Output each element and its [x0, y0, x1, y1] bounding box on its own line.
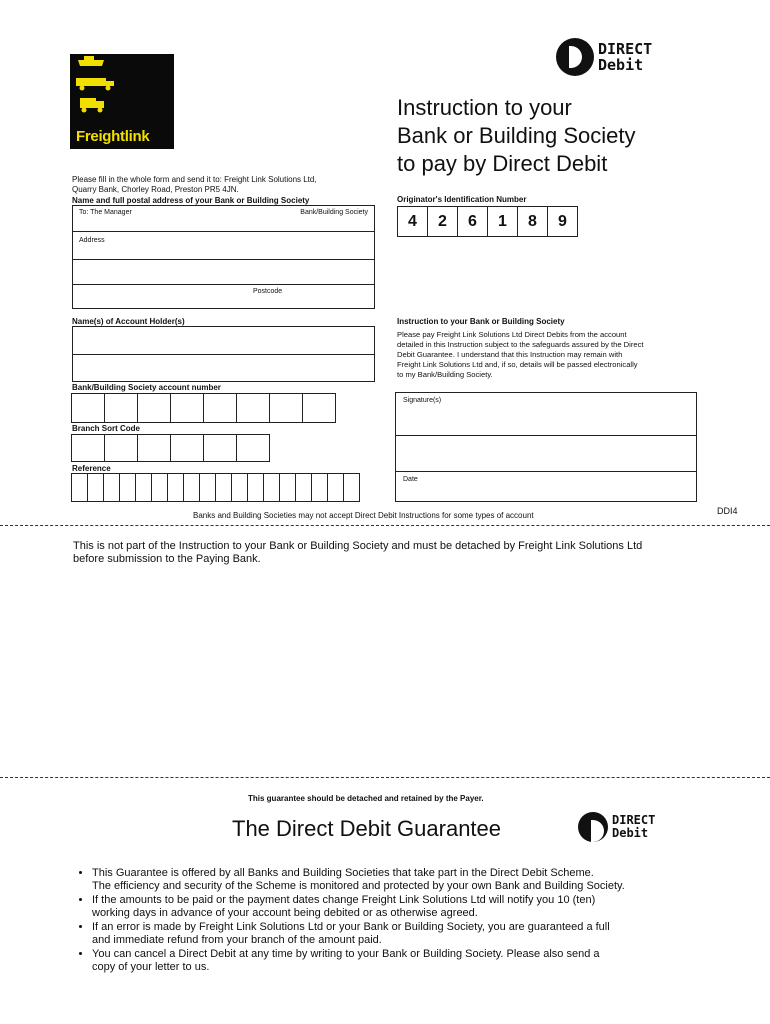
dd-logo-line2: Debit: [598, 56, 644, 74]
originator-digits: [398, 206, 578, 237]
account-number-cell[interactable]: [302, 393, 336, 423]
signature-date-box[interactable]: [395, 392, 697, 502]
postcode-label: Postcode: [253, 288, 283, 295]
reference-cell[interactable]: [215, 473, 232, 502]
guarantee-item-line: • This Guarantee is offered by all Banks and Building Societies that take part in the Direct Debit Scheme.: [92, 867, 594, 879]
originator-digit: 1: [487, 206, 518, 237]
originator-digit: 8: [517, 206, 548, 237]
sort-code-label: Branch Sort Code: [72, 424, 141, 433]
guarantee-item-line: • You can cancel a Direct Debit at any time by writing to your Bank or Building Society. Please also send a: [92, 948, 600, 960]
guarantee-item-line: working days in advance of your account being debited or as otherwise agreed.: [92, 906, 478, 919]
account-number-cell[interactable]: [104, 393, 138, 423]
title-line2: Bank or Building Society: [397, 123, 636, 148]
detach-line-bottom: [0, 777, 770, 778]
title-line1: Instruction to your: [397, 95, 572, 120]
footer-note: Banks and Building Societies may not accept Direct Debit Instructions for some types of account: [193, 511, 534, 520]
guarantee-detach-label: This guarantee should be detached and retained by the Payer.: [248, 794, 484, 803]
originator-digit: 2: [427, 206, 458, 237]
holders-box[interactable]: [72, 326, 375, 382]
guarantee-item: [92, 894, 716, 919]
page-title: [397, 94, 635, 178]
instruction-label: Instruction to your Bank or Building Society: [397, 317, 565, 326]
reference-cell[interactable]: [343, 473, 360, 502]
guarantee-title: The Direct Debit Guarantee: [232, 816, 502, 841]
account-number-label: Bank/Building Society account number: [72, 383, 221, 392]
direct-debit-logo: [556, 38, 652, 76]
guarantee-item-line: copy of your letter to us.: [92, 960, 210, 973]
dd-logo-line1: DIRECT: [598, 40, 653, 58]
dd-logo-line2: Debit: [612, 826, 649, 840]
detach-line-top: [0, 525, 770, 526]
direct-debit-icon: [556, 38, 594, 76]
instruction-line: Debit Guarantee. I understand that this Instruction may remain with: [397, 350, 623, 359]
freightlink-brand: Freightlink: [76, 128, 150, 145]
reference-cell[interactable]: [119, 473, 136, 502]
dd-logo-line1: DIRECT: [612, 813, 656, 827]
title-line3: to pay by Direct Debit: [397, 151, 608, 176]
guarantee-item: [92, 921, 716, 946]
originator-digit: 9: [547, 206, 578, 237]
instruction-line: Please pay Freight Link Solutions Ltd Direct Debits from the account: [397, 330, 627, 339]
originator-digit: 4: [397, 206, 428, 237]
reference-cell[interactable]: [263, 473, 280, 502]
bank-address-box[interactable]: [72, 205, 375, 309]
guarantee-item-line: and immediate refund from your branch of the amount paid.: [92, 933, 382, 946]
reference-cell[interactable]: [295, 473, 312, 502]
guarantee-item: [92, 867, 716, 892]
account-number-cell[interactable]: [137, 393, 171, 423]
guarantee-item: [92, 948, 716, 973]
address-label: Address: [79, 237, 105, 244]
to-manager-label: To: The Manager: [79, 209, 132, 216]
reference-boxes[interactable]: [72, 473, 360, 502]
account-number-cell[interactable]: [203, 393, 237, 423]
detach-note-line1: This is not part of the Instruction to your Bank or Building Society and must be detached by Freight Link Solutions Ltd: [73, 540, 643, 552]
sort-code-cell[interactable]: [203, 434, 237, 462]
reference-cell[interactable]: [71, 473, 88, 502]
reference-cell[interactable]: [103, 473, 120, 502]
sort-code-cell[interactable]: [137, 434, 171, 462]
guarantee-item-line: • If an error is made by Freight Link Solutions Ltd or your Bank or Building Society, you are guaranteed a full: [92, 921, 610, 933]
guarantee-list: [76, 867, 716, 975]
reference-cell[interactable]: [151, 473, 168, 502]
account-number-boxes[interactable]: [72, 393, 336, 423]
reference-label: Reference: [72, 464, 111, 473]
reference-cell[interactable]: [87, 473, 104, 502]
reference-cell[interactable]: [183, 473, 200, 502]
reference-cell[interactable]: [199, 473, 216, 502]
sort-code-cell[interactable]: [170, 434, 204, 462]
direct-debit-icon: [578, 812, 608, 842]
form-code: DDI4: [717, 506, 738, 516]
send-to-line2: Quarry Bank, Chorley Road, Preston PR5 4JN.: [72, 185, 239, 194]
bank-society-label: Bank/Building Society: [300, 209, 368, 216]
reference-cell[interactable]: [327, 473, 344, 502]
instruction-line: detailed in this Instruction subject to the safeguards assured by the Direct: [397, 340, 644, 349]
holders-label: Name(s) of Account Holder(s): [72, 317, 185, 326]
reference-cell[interactable]: [247, 473, 264, 502]
sort-code-cell[interactable]: [104, 434, 138, 462]
guarantee-item-line: • If the amounts to be paid or the payment dates change Freight Link Solutions Ltd will notify you 10 (ten): [92, 894, 596, 906]
detach-note-line2: before submission to the Paying Bank.: [73, 553, 261, 565]
freightlink-logo: [70, 54, 174, 149]
account-number-cell[interactable]: [71, 393, 105, 423]
detach-note: [73, 540, 642, 566]
account-number-cell[interactable]: [236, 393, 270, 423]
send-to-line1: Please fill in the whole form and send it to: Freight Link Solutions Ltd,: [72, 175, 317, 184]
sort-code-boxes[interactable]: [72, 434, 270, 462]
account-number-cell[interactable]: [269, 393, 303, 423]
guarantee-item-line: The efficiency and security of the Scheme is monitored and protected by your own Bank and Building Society.: [92, 879, 625, 892]
instruction-text: [397, 330, 697, 380]
reference-cell[interactable]: [279, 473, 296, 502]
transport-icons: [70, 54, 174, 124]
instruction-line: Freight Link Solutions Ltd and, if so, details will be passed electronically: [397, 360, 638, 369]
reference-cell[interactable]: [311, 473, 328, 502]
bank-address-label: Name and full postal address of your Bank or Building Society: [72, 196, 310, 205]
reference-cell[interactable]: [167, 473, 184, 502]
sort-code-cell[interactable]: [71, 434, 105, 462]
reference-cell[interactable]: [135, 473, 152, 502]
sort-code-cell[interactable]: [236, 434, 270, 462]
originator-label: Originator's Identification Number: [397, 195, 527, 204]
send-to-text: [72, 175, 382, 195]
reference-cell[interactable]: [231, 473, 248, 502]
instruction-line: to my Bank/Building Society.: [397, 370, 493, 379]
account-number-cell[interactable]: [170, 393, 204, 423]
date-label: Date: [403, 476, 418, 483]
originator-digit: 6: [457, 206, 488, 237]
signature-label: Signature(s): [403, 397, 442, 404]
direct-debit-logo-small: [578, 812, 655, 842]
